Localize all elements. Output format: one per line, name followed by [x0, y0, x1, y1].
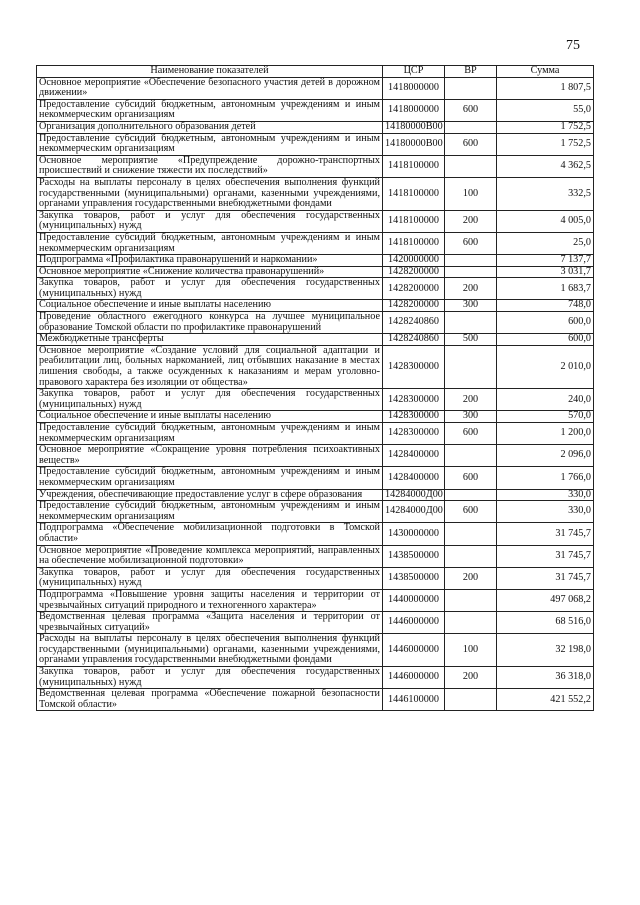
- sum-cell: 497 068,2: [497, 589, 594, 611]
- sum-cell: 330,0: [497, 501, 594, 523]
- vr-cell: [445, 266, 497, 278]
- vr-cell: 200: [445, 278, 497, 300]
- sum-cell: 3 031,7: [497, 266, 594, 278]
- vr-cell: [445, 445, 497, 467]
- name-cell: Проведение областного ежегодного конкурса на лучшее муниципальное образование Томской области по профилактике правонарушений: [37, 312, 383, 334]
- csr-cell: 1438500000: [383, 567, 445, 589]
- name-cell: Подпрограмма «Повышение уровня защиты населения и территории от чрезвычайных ситуаций природного и техногенного характера»: [37, 589, 383, 611]
- csr-cell: 1446000000: [383, 634, 445, 667]
- table-body: [37, 77, 594, 711]
- vr-cell: 100: [445, 177, 497, 210]
- name-cell: Основное мероприятие «Проведение комплекса мероприятий, направленных на обеспечение мобилизационной подготовки»: [37, 545, 383, 567]
- sum-cell: 36 318,0: [497, 667, 594, 689]
- name-cell: Ведомственная целевая программа «Защита населения и территории от чрезвычайных ситуаций»: [37, 612, 383, 634]
- sum-cell: 748,0: [497, 300, 594, 312]
- csr-cell: 1428200000: [383, 278, 445, 300]
- vr-cell: 500: [445, 334, 497, 346]
- budget-table: [36, 65, 594, 711]
- header-csr: ЦСР: [383, 66, 445, 78]
- csr-cell: 1428240860: [383, 312, 445, 334]
- csr-cell: 1418000000: [383, 77, 445, 99]
- sum-cell: 1 200,0: [497, 423, 594, 445]
- table-row: [37, 489, 594, 501]
- vr-cell: 600: [445, 99, 497, 121]
- vr-cell: 300: [445, 411, 497, 423]
- sum-cell: 421 552,2: [497, 689, 594, 711]
- vr-cell: 100: [445, 634, 497, 667]
- vr-cell: 600: [445, 423, 497, 445]
- table-row: [37, 77, 594, 99]
- csr-cell: 1428300000: [383, 345, 445, 388]
- vr-cell: [445, 345, 497, 388]
- sum-cell: 31 745,7: [497, 545, 594, 567]
- name-cell: Основное мероприятие «Обеспечение безопасного участия детей в дорожном движении»: [37, 77, 383, 99]
- vr-cell: 600: [445, 133, 497, 155]
- sum-cell: 25,0: [497, 232, 594, 254]
- vr-cell: 300: [445, 300, 497, 312]
- name-cell: Основное мероприятие «Предупреждение дорожно-транспортных происшествий и снижение тяжести их последствий»: [37, 155, 383, 177]
- sum-cell: 1 766,0: [497, 467, 594, 489]
- name-cell: Социальное обеспечение и иные выплаты населению: [37, 300, 383, 312]
- name-cell: Закупка товаров, работ и услуг для обеспечения государственных (муниципальных) нужд: [37, 389, 383, 411]
- name-cell: Расходы на выплаты персоналу в целях обеспечения выполнения функций государственными (муниципальными) органами, казенными учреждениями, органами управления государственными внебюджетными фондами: [37, 634, 383, 667]
- name-cell: Предоставление субсидий бюджетным, автономным учреждениям и иным некоммерческим организациям: [37, 501, 383, 523]
- vr-cell: [445, 589, 497, 611]
- vr-cell: [445, 545, 497, 567]
- table-row: [37, 567, 594, 589]
- name-cell: Основное мероприятие «Сокращение уровня потребления психоактивных веществ»: [37, 445, 383, 467]
- csr-cell: 1428300000: [383, 411, 445, 423]
- sum-cell: 31 745,7: [497, 567, 594, 589]
- name-cell: Ведомственная целевая программа «Обеспечение пожарной безопасности Томской области»: [37, 689, 383, 711]
- sum-cell: 4 362,5: [497, 155, 594, 177]
- vr-cell: 600: [445, 232, 497, 254]
- header-vr: ВР: [445, 66, 497, 78]
- name-cell: Предоставление субсидий бюджетным, автономным учреждениям и иным некоммерческим организациям: [37, 467, 383, 489]
- vr-cell: 200: [445, 567, 497, 589]
- vr-cell: [445, 77, 497, 99]
- name-cell: Предоставление субсидий бюджетным, автономным учреждениям и иным некоммерческим организациям: [37, 232, 383, 254]
- name-cell: Социальное обеспечение и иные выплаты населению: [37, 411, 383, 423]
- csr-cell: 1438500000: [383, 545, 445, 567]
- name-cell: Межбюджетные трансферты: [37, 334, 383, 346]
- table-row: [37, 689, 594, 711]
- vr-cell: 600: [445, 467, 497, 489]
- table-row: [37, 155, 594, 177]
- header-sum: Сумма: [497, 66, 594, 78]
- csr-cell: 14180000В00: [383, 133, 445, 155]
- vr-cell: 200: [445, 667, 497, 689]
- csr-cell: 1428240860: [383, 334, 445, 346]
- csr-cell: 1446000000: [383, 612, 445, 634]
- name-cell: Закупка товаров, работ и услуг для обеспечения государственных (муниципальных) нужд: [37, 567, 383, 589]
- name-cell: Закупка товаров, работ и услуг для обеспечения государственных (муниципальных) нужд: [37, 210, 383, 232]
- table-row: [37, 545, 594, 567]
- vr-cell: [445, 121, 497, 133]
- table-row: [37, 300, 594, 312]
- name-cell: Закупка товаров, работ и услуг для обеспечения государственных (муниципальных) нужд: [37, 667, 383, 689]
- sum-cell: 1 752,5: [497, 133, 594, 155]
- name-cell: Закупка товаров, работ и услуг для обеспечения государственных (муниципальных) нужд: [37, 278, 383, 300]
- name-cell: Учреждения, обеспечивающие предоставление услуг в сфере образования: [37, 489, 383, 501]
- csr-cell: 1420000000: [383, 255, 445, 267]
- name-cell: Организация дополнительного образования детей: [37, 121, 383, 133]
- table-row: [37, 121, 594, 133]
- name-cell: Основное мероприятие «Создание условий для социальной адаптации и реабилитации лиц, больных наркоманией, лиц отбывших наказание в местах лишения свободы, а также осужденных к наказаниям и мерам уголовно-правового характера без изоляции от общества»: [37, 345, 383, 388]
- csr-cell: 1428200000: [383, 300, 445, 312]
- page-number: 75: [566, 38, 580, 53]
- csr-cell: 1440000000: [383, 589, 445, 611]
- sum-cell: 1 752,5: [497, 121, 594, 133]
- sum-cell: 7 137,7: [497, 255, 594, 267]
- table-row: [37, 589, 594, 611]
- table-row: [37, 255, 594, 267]
- name-cell: Предоставление субсидий бюджетным, автономным учреждениям и иным некоммерческим организациям: [37, 99, 383, 121]
- table-row: [37, 411, 594, 423]
- vr-cell: [445, 689, 497, 711]
- table-row: [37, 467, 594, 489]
- table-row: [37, 389, 594, 411]
- vr-cell: 200: [445, 389, 497, 411]
- table-row: [37, 278, 594, 300]
- name-cell: Предоставление субсидий бюджетным, автономным учреждениям и иным некоммерческим организациям: [37, 133, 383, 155]
- csr-cell: 1418100000: [383, 232, 445, 254]
- sum-cell: 570,0: [497, 411, 594, 423]
- sum-cell: 2 010,0: [497, 345, 594, 388]
- table-row: [37, 232, 594, 254]
- vr-cell: [445, 612, 497, 634]
- table-row: [37, 612, 594, 634]
- csr-cell: 1418100000: [383, 210, 445, 232]
- vr-cell: [445, 523, 497, 545]
- sum-cell: 1 683,7: [497, 278, 594, 300]
- vr-cell: [445, 312, 497, 334]
- table-row: [37, 334, 594, 346]
- name-cell: Подпрограмма «Профилактика правонарушений и наркомании»: [37, 255, 383, 267]
- vr-cell: [445, 155, 497, 177]
- csr-cell: 1446000000: [383, 667, 445, 689]
- table-row: [37, 501, 594, 523]
- table-row: [37, 312, 594, 334]
- csr-cell: 1446100000: [383, 689, 445, 711]
- sum-cell: 32 198,0: [497, 634, 594, 667]
- sum-cell: 240,0: [497, 389, 594, 411]
- csr-cell: 1428300000: [383, 389, 445, 411]
- sum-cell: 600,0: [497, 312, 594, 334]
- table-row: [37, 445, 594, 467]
- table-row: [37, 266, 594, 278]
- vr-cell: [445, 255, 497, 267]
- sum-cell: 55,0: [497, 99, 594, 121]
- csr-cell: 1418000000: [383, 99, 445, 121]
- table-row: [37, 634, 594, 667]
- csr-cell: 14284000Д00: [383, 489, 445, 501]
- csr-cell: 14180000В00: [383, 121, 445, 133]
- header-name: Наименование показателей: [37, 66, 383, 78]
- sum-cell: 4 005,0: [497, 210, 594, 232]
- csr-cell: 1430000000: [383, 523, 445, 545]
- name-cell: Подпрограмма «Обеспечение мобилизационной подготовки в Томской области»: [37, 523, 383, 545]
- csr-cell: 1428200000: [383, 266, 445, 278]
- sum-cell: 332,5: [497, 177, 594, 210]
- table-row: [37, 345, 594, 388]
- vr-cell: [445, 489, 497, 501]
- sum-cell: 600,0: [497, 334, 594, 346]
- table-row: [37, 667, 594, 689]
- sum-cell: 1 807,5: [497, 77, 594, 99]
- csr-cell: 1418100000: [383, 177, 445, 210]
- csr-cell: 14284000Д00: [383, 501, 445, 523]
- csr-cell: 1418100000: [383, 155, 445, 177]
- csr-cell: 1428300000: [383, 423, 445, 445]
- sum-cell: 31 745,7: [497, 523, 594, 545]
- table-row: [37, 523, 594, 545]
- table-row: [37, 133, 594, 155]
- name-cell: Основное мероприятие «Снижение количества правонарушений»: [37, 266, 383, 278]
- name-cell: Расходы на выплаты персоналу в целях обеспечения выполнения функций государственными (муниципальными) органами, казенными учреждениями, органами управления государственными внебюджетными фондами: [37, 177, 383, 210]
- vr-cell: 600: [445, 501, 497, 523]
- table-row: [37, 177, 594, 210]
- table-header-row: [37, 66, 594, 78]
- csr-cell: 1428400000: [383, 467, 445, 489]
- csr-cell: 1428400000: [383, 445, 445, 467]
- table-row: [37, 423, 594, 445]
- sum-cell: 2 096,0: [497, 445, 594, 467]
- sum-cell: 330,0: [497, 489, 594, 501]
- name-cell: Предоставление субсидий бюджетным, автономным учреждениям и иным некоммерческим организациям: [37, 423, 383, 445]
- table-row: [37, 99, 594, 121]
- vr-cell: 200: [445, 210, 497, 232]
- table-row: [37, 210, 594, 232]
- sum-cell: 68 516,0: [497, 612, 594, 634]
